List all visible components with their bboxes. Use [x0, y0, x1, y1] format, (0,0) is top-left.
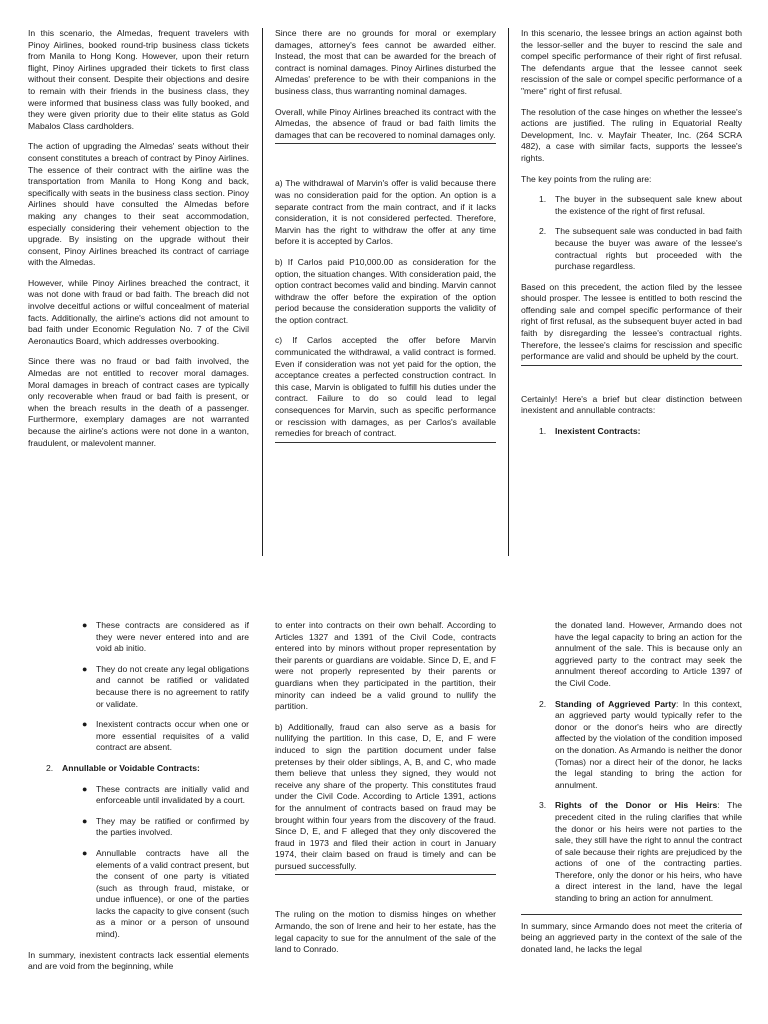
column-divider [262, 28, 263, 556]
paragraph: In this scenario, the lessee brings an action against both the lessor-seller and the buyer to rescind the sale and compel specific performance of their right of first refusal. The defendants argue that the lessee cannot seek rescission of the sale or compel specific performance of a "mere" right of first refusal. [521, 28, 742, 96]
bullet-icon: ● [82, 783, 88, 794]
paragraph: The resolution of the case hinges on whether the lessee's actions are justified. The ruling in Equatorial Realty Development, Inc. v. Mayfair Theater, Inc. (264 SCRA 482), a case with similar facts, supports the lessee's rights. [521, 106, 742, 163]
list-item: 3. Rights of the Donor or His Heirs: The precedent cited in the ruling clarifies that while the donor or his heirs were not parties to the sale, they still have the right to annul the contract of sale because their rights are prejudiced by the actions of one of the contracting parties. Therefore, only the donor or his heirs, who have a direct interest in the land, have the legal standing to bring an action for annulment. [539, 800, 742, 904]
paragraph: c) If Carlos accepted the offer before Marvin communicated the withdrawal, a valid contract is formed. Even if consideration was not yet paid for the option, the acceptance creates a perfected construction contract. In this case, Marvin is obligated to fulfill his duties under the contract. Failure to do so could lead to legal consequences for Marvin, such as specific performance or rescission with damages, as per Carlos's available remedies for breach of contract. [275, 335, 496, 442]
page1-column-3 [521, 28, 742, 552]
list-item: ● These contracts are considered as if they were never entered into and are void ab initio. [82, 620, 249, 654]
bullet-list [28, 620, 249, 754]
paragraph: The ruling on the motion to dismiss hinges on whether Armando, the son of Irene and heir to her estate, has the legal capacity to sue for the annulment of the sale of the land to Conrado. [275, 909, 496, 955]
paragraph: Certainly! Here's a brief but clear distinction between inexistent and annullable contracts: [521, 393, 742, 416]
paragraph: Since there are no grounds for moral or exemplary damages, attorney's fees cannot be awarded either. Instead, the most that can be awarded for the breach of contract is nominal damages. Pinoy Airlines disturbed the Almedas' preference to be with their companions in the business class, thus warranting nominal damages. [275, 28, 496, 96]
list-item: ● Inexistent contracts occur when one or more essential requisites of a valid contract are absent. [82, 719, 249, 753]
paragraph: to enter into contracts on their own behalf. According to Articles 1327 and 1391 of the Civil Code, contracts entered into by minors without proper representation by their parents or guardians are voidable. Since D, E, and F were not properly represented by their parents or guardians when they participated in the partition, their minority can indeed be a valid ground to nullify the partition. [275, 620, 496, 712]
paragraph: The key points from the ruling are: [521, 173, 652, 184]
paragraph: In summary, inexistent contracts lack essential elements and are void from the beginning, while [28, 949, 249, 972]
bullet-list [28, 784, 249, 941]
paragraph: Since there was no fraud or bad faith involved, the Almedas are not entitled to recover moral damages. Moral damages in breach of contract cases are typically only recoverable when fraud or bad faith is present, or when the breach results in the death of a passenger. Furthermore, exemplary damages are not warranted because the airline's actions were not done in a wanton, fraudulent, or malevolent manner. [28, 356, 249, 448]
paragraph: b) Additionally, fraud can also serve as a basis for nullifying the partition. In this case, D, E, and F were induced to sign the partition document under false pretenses by their older siblings, A, B, and C, who made them believe that unless they signed, they would not receive any share of the property. This constitutes fraud under the Civil Code. According to Article 1391, actions for the annulment of contracts based on fraud may be brought within four years from the discovery of the fraud. Since D, E, and F alleged that they only discovered the fraud in 1973 and filed their action in court in January 1974, their claim based on fraud is timely and can be pursued successfully. [275, 722, 496, 876]
list-item: 1. The buyer in the subsequent sale knew about the existence of the right of first refusal. [539, 194, 742, 216]
list-item: ● These contracts are initially valid and enforceable until invalidated by a court. [82, 783, 249, 806]
paragraph: The action of upgrading the Almedas' seats without their consent constitutes a breach of contract by Pinoy Airlines. The essence of their contract with the airline was the transportation from Manila to Hong Kong and back, specifically with seats in the business class section. Pinoy Airlines should have consulted the Almedas before making any changes to their seat accommodation, especially considering their vehement objection to the upgrade. By insisting on the upgrade without their consent, Pinoy Airlines breached its contract of carriage with the Almedas. [28, 141, 249, 268]
paragraph: the donated land. However, Armando does not have the legal capacity to bring an action for the annulment of the sale. This is because only an aggrieved party to the contract may seek the annulment thereof according to Article 1397 of the Civil Code. [555, 620, 742, 688]
document-page-2 [0, 556, 768, 1024]
numbered-list [521, 699, 742, 905]
list-item: ● They may be ratified or confirmed by the parties involved. [82, 815, 249, 838]
paragraph: In summary, since Armando does not meet the criteria of being an aggrieved party in the context of the sale of the donated land, he lacks the legal [521, 914, 742, 956]
paragraph: However, while Pinoy Airlines breached the contract, it was not done with fraud or bad faith. The breach did not involve deceitful actions or wilful concealment of material facts. Additionally, the airline's actions did not amount to bad faith under Economic Regulation No. 7 of the Civil Aeronautics Board, which addresses overbooking. [28, 277, 249, 346]
paragraph: b) If Carlos paid P10,000.00 as consideration for the option, the situation changes. With consideration paid, the option contract becomes valid and binding. Marvin cannot withdraw the offer before the expiration of the option period because the consideration supports the validity of the option contract. [275, 256, 496, 325]
page2-column-2 [275, 620, 496, 1024]
bullet-icon: ● [82, 847, 88, 858]
paragraph: Overall, while Pinoy Airlines breached its contract with the Almedas, the absence of fraud or bad faith limits the damages that can be recovered to nominal damages only. [275, 107, 496, 145]
list-item: ● They do not create any legal obligations and cannot be ratified or validated because there is no agreement to ratify or validate. [82, 663, 249, 709]
list-item: ● Annullable contracts have all the elements of a valid contract present, but the consent of one party is vitiated (such as through fraud, mistake, or undue influence), or one of the parties lacks the capacity to give consent (such as a minor or a person of unsound mind). [82, 847, 249, 940]
page1-column-1 [28, 28, 249, 552]
paragraph: a) The withdrawal of Marvin's offer is valid because there was no consideration paid for the option. An option is a separate contract from the main contract, and if it lacks consideration, it is not considered perfected. Therefore, Marvin has the right to withdraw the offer at any time before it is accepted by Carlos. [275, 178, 496, 247]
list-item: 2. Standing of Aggrieved Party: In this context, an aggrieved party would typically refer to the donor or the donor's heirs who are directly affected by the violation of the condition imposed on the donation. As Armando is neither the donor (Tomas) nor a direct heir of the donor, he lacks the legal standing to bring the action for annulment. [539, 698, 742, 790]
column-divider [508, 28, 509, 556]
bullet-icon: ● [82, 663, 88, 674]
list-item: 2. The subsequent sale was conducted in bad faith because the buyer was aware of the lessee's contractual rights but proceeded with the purchase regardless. [539, 226, 742, 272]
page2-column-1 [28, 620, 249, 1024]
section-heading: 1. Inexistent Contracts: [539, 426, 641, 437]
page1-column-2 [275, 28, 496, 552]
section-heading: 2. Annullable or Voidable Contracts: [46, 762, 200, 773]
paragraph: Based on this precedent, the action filed by the lessee should prosper. The lessee is entitled to both rescind the offending sale and compel specific performance of their right of first refusal, as the subsequent buyer acted in bad faith by disregarding the lessee's contractual rights. Therefore, the lessee's claims for rescission and specific performance are valid and should be upheld by the court. [521, 282, 742, 366]
bullet-icon: ● [82, 815, 88, 826]
bullet-icon: ● [82, 620, 88, 630]
paragraph: In this scenario, the Almedas, frequent travelers with Pinoy Airlines, booked round-trip business class tickets from Manila to Hong Kong. However, upon their return flight, Pinoy Airlines upgraded their tickets to first class without their consent. Despite their objections and desire to remain with their friends in the business class, they were informed that business class was fully booked, and they were given priority due to their elite status as Gold Mabalos Class cardholders. [28, 28, 249, 131]
bullet-icon: ● [82, 719, 88, 730]
numbered-list [521, 194, 742, 273]
page2-column-3 [521, 620, 742, 1024]
